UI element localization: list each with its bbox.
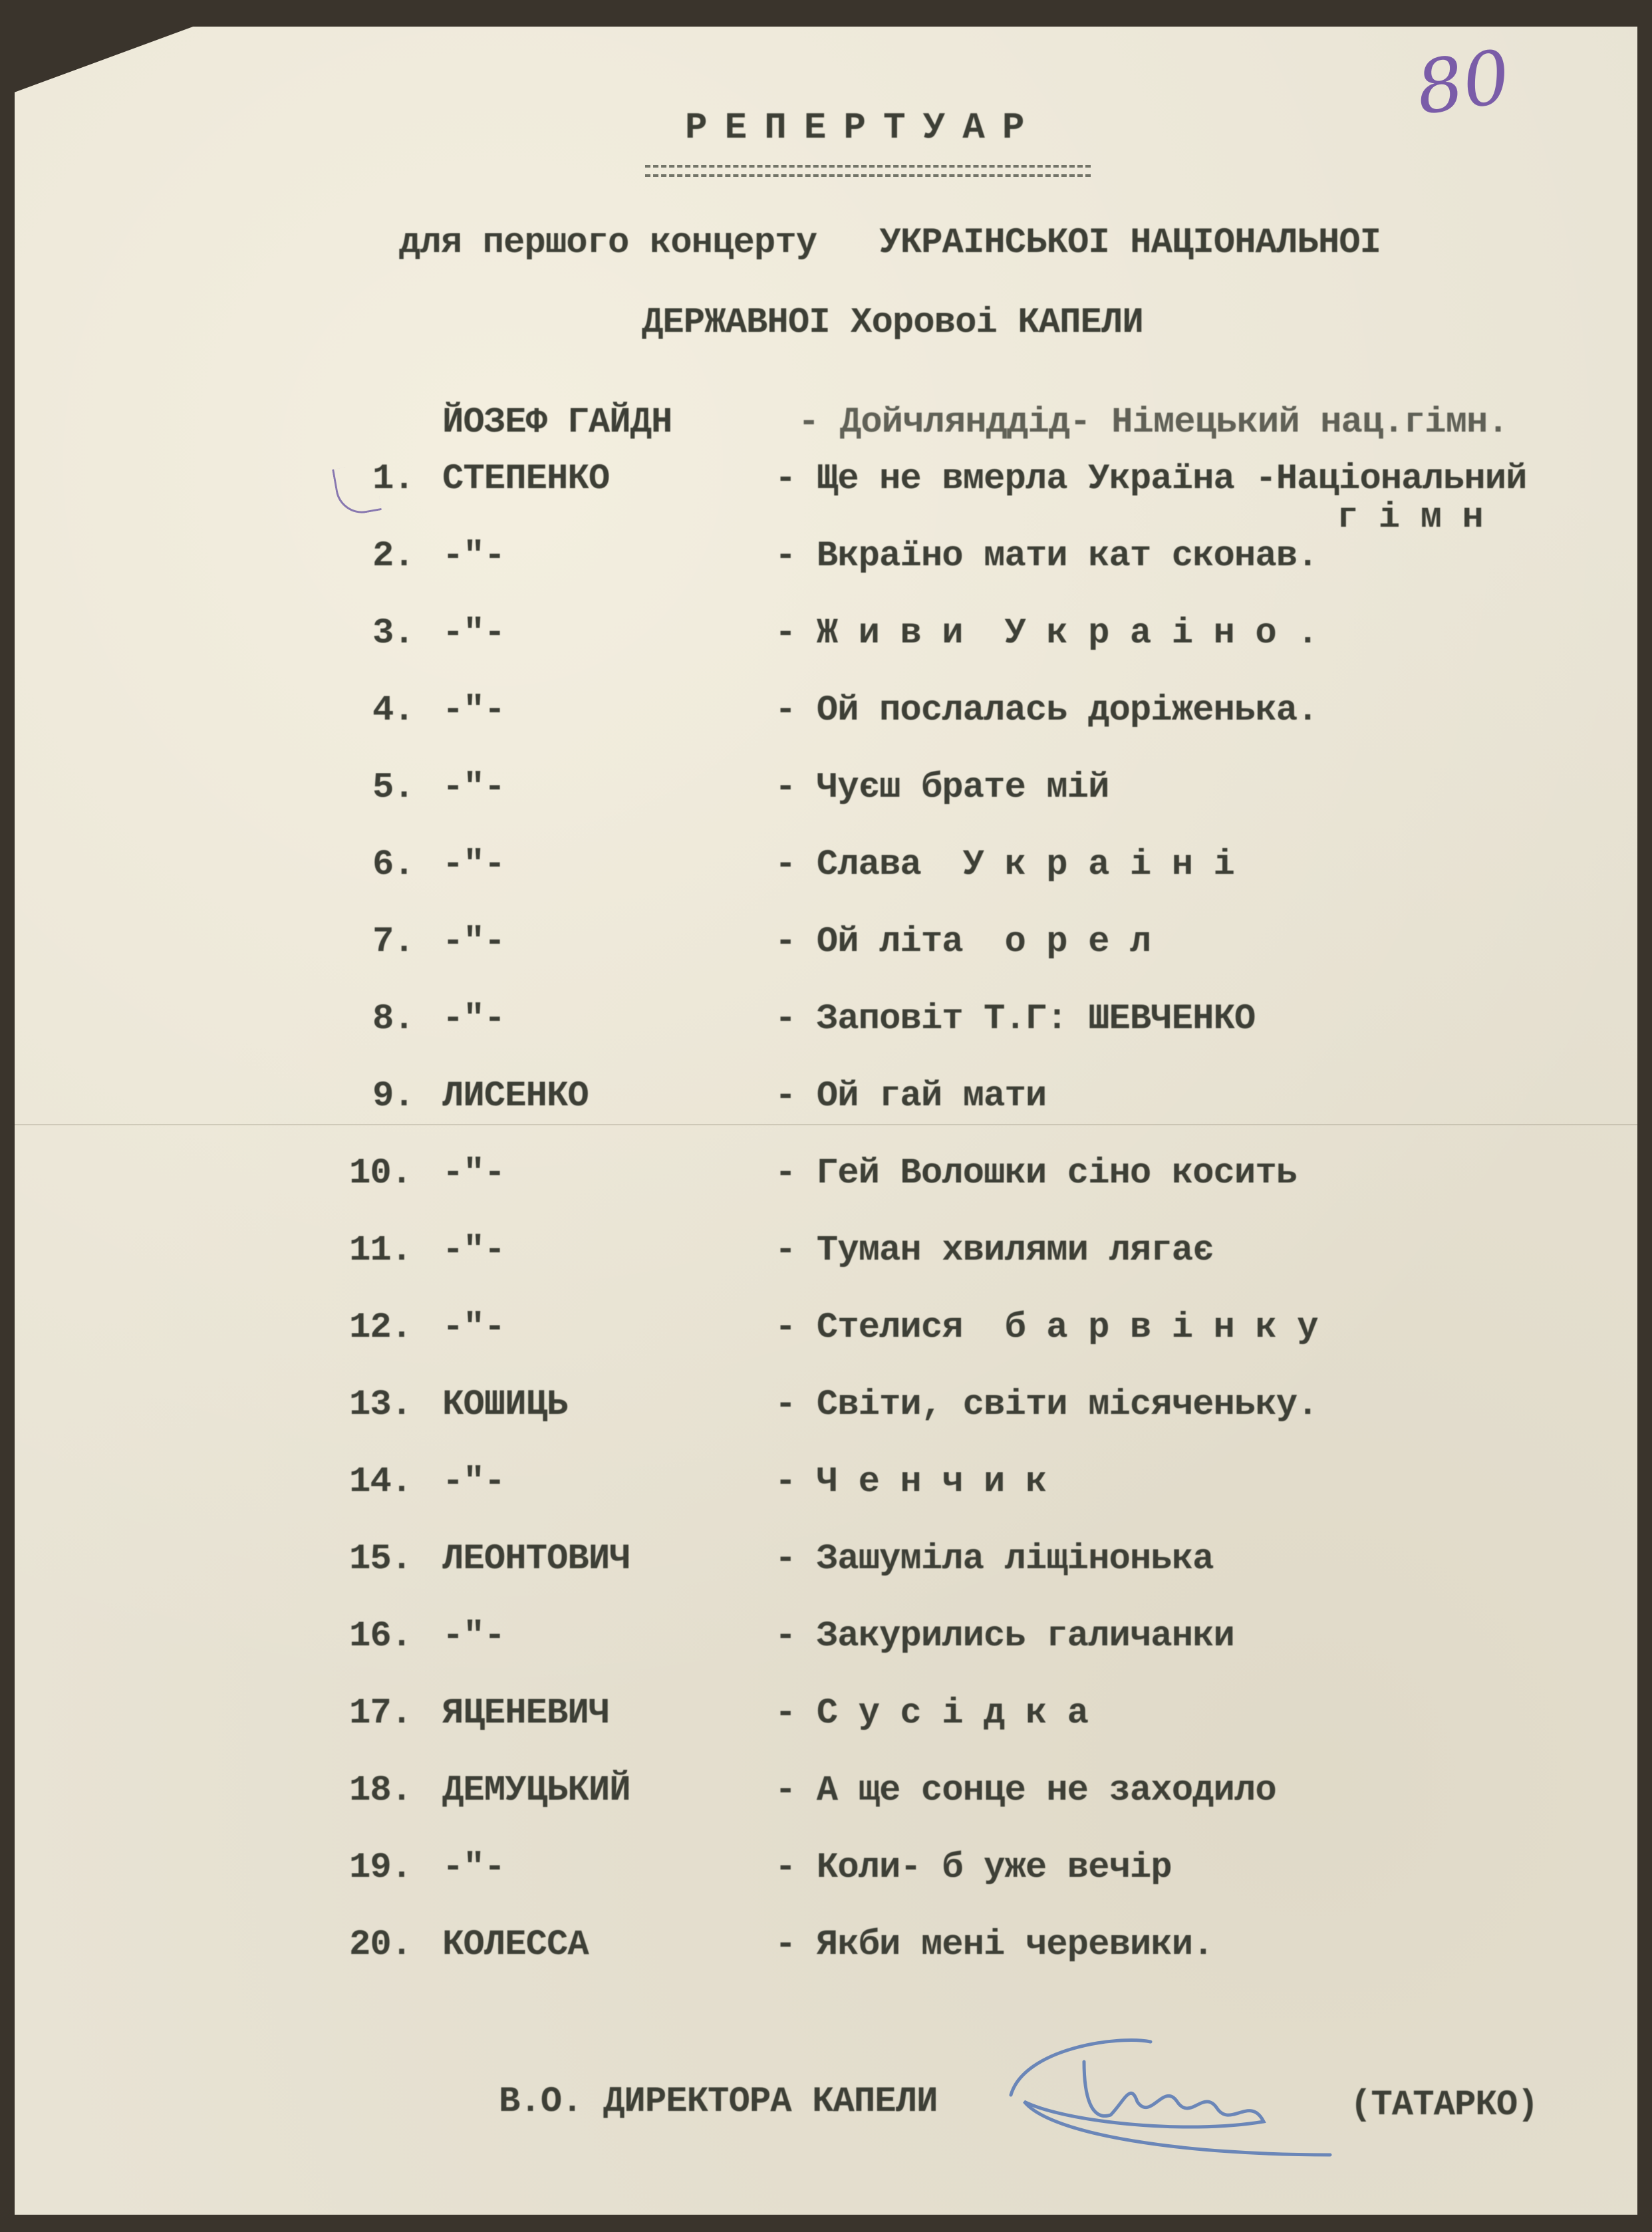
entry-title: - Ой гай мати (775, 1076, 1047, 1117)
entry-composer: -"- (442, 922, 505, 962)
folio-number: 80 (1411, 33, 1516, 132)
entry-composer: ДЕМУЦЬКИЙ (442, 1770, 630, 1811)
entry-title: - Зашуміла ліщінонька (775, 1539, 1214, 1580)
entry-number: 17. (349, 1693, 412, 1734)
entry-number: 16. (349, 1616, 412, 1657)
entry-composer: -"- (442, 690, 505, 731)
entry-title: - Ще не вмерла Україна -Національний (775, 459, 1527, 499)
entry-composer: СТЕПЕНКО (442, 459, 610, 499)
entry-title: - Світи, світи місяченьку. (775, 1385, 1318, 1425)
entry-title: - Якби мені черевики. (775, 1925, 1214, 1965)
entry-composer: -"- (442, 1308, 505, 1348)
subtitle-line-1: для першого концерту УКРАІНСЬКОІ НАЦІОНАЛЬНОІ (399, 223, 1381, 263)
title-underline (645, 165, 1091, 177)
entry-title: - Ой літа о р е л (775, 922, 1151, 962)
entry-composer: -"- (442, 999, 505, 1040)
handwritten-signature (984, 2022, 1357, 2168)
entry-number: 9. (372, 1076, 414, 1117)
entry-title: - Ж и в и У к р а і н о . (775, 613, 1318, 654)
entry-composer: -"- (442, 845, 505, 885)
entry-composer: -"- (442, 1153, 505, 1194)
entry-title: - Ч е н ч и к (775, 1462, 1047, 1502)
entry-number: 20. (349, 1925, 412, 1965)
entry-number: 1. (372, 459, 414, 499)
entry-title: - С у с і д к а (775, 1693, 1089, 1734)
entry-composer: ЛИСЕНКО (442, 1076, 589, 1117)
signatory-position: В.О. ДИРЕКТОРА КАПЕЛИ (499, 2082, 938, 2122)
entry-title: - Коли- б уже вечір (775, 1848, 1172, 1888)
paper-fold (15, 1124, 1637, 1125)
entry-title: - Ой послалась доріженька. (775, 690, 1318, 731)
signatory-name: (ТАТАРКО) (1350, 2085, 1538, 2126)
subtitle-line-2: ДЕРЖАВНОІ Хоровоі КАПЕЛИ (642, 303, 1143, 343)
entry-number: 2. (372, 536, 414, 577)
entry-number: 3. (372, 613, 414, 654)
entry-number: 19. (349, 1848, 412, 1888)
entry-title: - Гей Волошки сіно косить (775, 1153, 1298, 1194)
entry-composer: КОШИЦЬ (442, 1385, 568, 1425)
entry-title: - Слава У к р а і н і (775, 845, 1234, 885)
entry-number: 10. (349, 1153, 412, 1194)
entry-number: 8. (372, 999, 414, 1040)
entry-number: 12. (349, 1308, 412, 1348)
entry-title: - Заповіт Т.Г: ШЕВЧЕНКО (775, 999, 1256, 1040)
entry-composer: -"- (442, 1462, 505, 1502)
entry-title: - Закурились галичанки (775, 1616, 1234, 1657)
entry-number: 6. (372, 845, 414, 885)
entry-composer: -"- (442, 767, 505, 808)
document-title: РЕПЕРТУАР (685, 106, 1042, 149)
entry-number: 7. (372, 922, 414, 962)
entry-title: - А ще сонце не заходило (775, 1770, 1276, 1811)
entry-title: - Стелися б а р в і н к у (775, 1308, 1318, 1348)
entry-number: 4. (372, 690, 414, 731)
entry-composer: ЛЕОНТОВИЧ (442, 1539, 630, 1580)
entry-composer: -"- (442, 1848, 505, 1888)
entry-number: 14. (349, 1462, 412, 1502)
entry-number: 15. (349, 1539, 412, 1580)
header-title: - Дойчлянддід- Німецький нац.гімн. (798, 402, 1508, 443)
entry-title: - Туман хвилями лягає (775, 1230, 1214, 1271)
header-composer: ЙОЗЕФ ГАЙДН (442, 402, 672, 443)
entry-number: 13. (349, 1385, 412, 1425)
entry-composer: -"- (442, 613, 505, 654)
entry-number: 18. (349, 1770, 412, 1811)
entry-number: 11. (349, 1230, 412, 1271)
entry-composer: -"- (442, 1230, 505, 1271)
entry-composer: ЯЦЕНЕВИЧ (442, 1693, 610, 1734)
entry-composer: -"- (442, 1616, 505, 1657)
entry-title: - Вкраїно мати кат сконав. (775, 536, 1318, 577)
entry-title: - Чуєш брате мій (775, 767, 1109, 808)
entry-composer: -"- (442, 536, 505, 577)
entry-number: 5. (372, 767, 414, 808)
entry-composer: КОЛЕССА (442, 1925, 589, 1965)
entry-title-continuation: г і м н (1337, 497, 1483, 538)
